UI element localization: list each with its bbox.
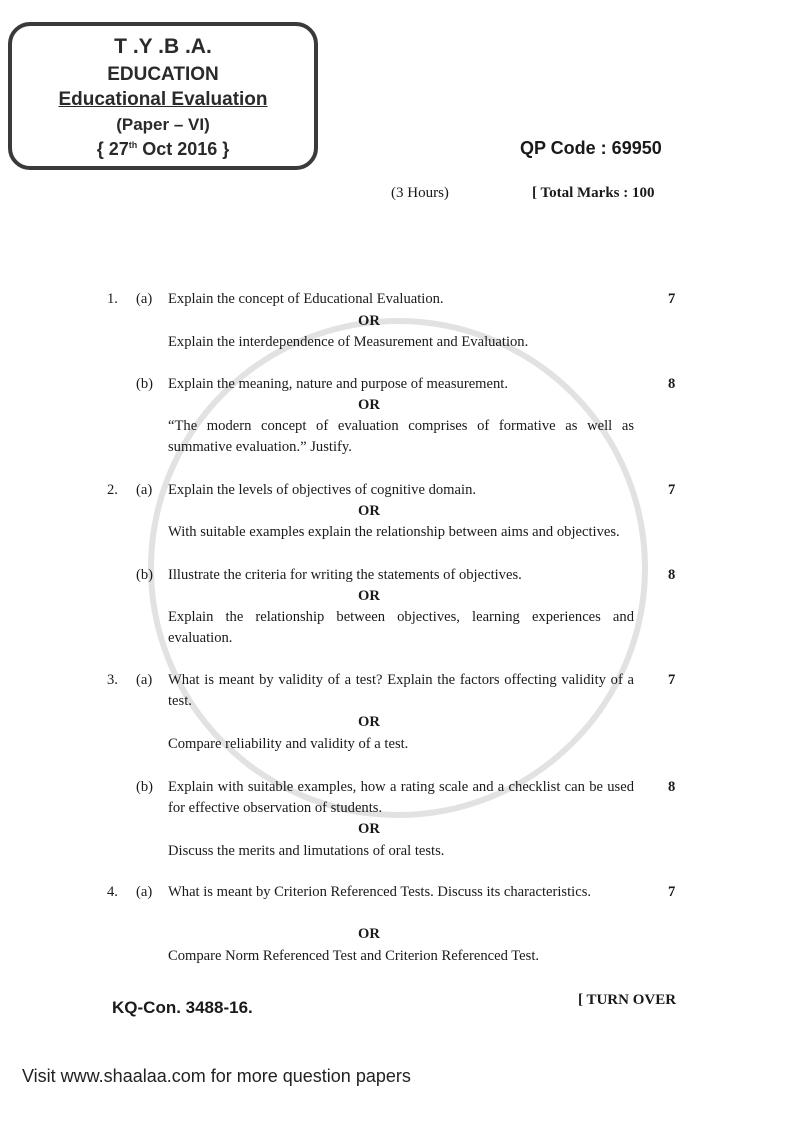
question-text: Explain the concept of Educational Evaluation. <box>168 291 444 307</box>
marks: 7 <box>668 672 676 688</box>
paper-number: (Paper – VI) <box>116 115 210 134</box>
question-text: What is meant by Criterion Referenced Tests. Discuss its characteristics. <box>168 884 592 900</box>
part-label: (b) <box>136 376 154 392</box>
footer-banner-text[interactable]: Visit www.shaalaa.com for more question papers <box>22 1066 411 1086</box>
course-name: T .Y .B .A. <box>114 35 212 58</box>
marks: 7 <box>668 482 676 498</box>
marks: 8 <box>668 567 676 583</box>
alternative-text: Discuss the merits and limutations of oral tests. <box>168 843 445 859</box>
alternative-text: “The modern concept of evaluation comprises of formative as well as summative evaluation.” Justify. <box>168 418 634 455</box>
exam-date <box>12 138 314 160</box>
subject-name: EDUCATION <box>107 64 219 85</box>
paper-title-text: Educational Evaluation <box>58 89 268 110</box>
part-label: (a) <box>136 672 153 688</box>
duration: (3 Hours) <box>391 185 449 201</box>
marks: 7 <box>668 291 676 307</box>
part-label: (b) <box>136 779 154 795</box>
part-label: (a) <box>136 482 153 498</box>
paper-code: KQ-Con. 3488-16. <box>112 998 253 1017</box>
alternative-text: Compare Norm Referenced Test and Criterion Referenced Test. <box>168 948 540 964</box>
footer-banner[interactable] <box>0 1060 800 1100</box>
date-superscript: th <box>128 140 138 150</box>
or-label: OR <box>358 588 380 604</box>
or-label: OR <box>358 397 380 413</box>
part-label: (a) <box>136 884 153 900</box>
or-label: OR <box>358 821 380 837</box>
alternative-text: Compare reliability and validity of a test. <box>168 736 409 752</box>
header-box <box>8 22 318 170</box>
question-text: Explain the meaning, nature and purpose of measurement. <box>168 376 509 392</box>
or-label: OR <box>358 313 380 329</box>
qp-code: QP Code : 69950 <box>520 138 662 158</box>
marks: 7 <box>668 884 676 900</box>
date-rest: Oct 2016 } <box>137 139 230 159</box>
question-text: What is meant by validity of a test? Explain the factors offecting validity of a test. <box>168 672 634 709</box>
question-number: 4. <box>107 884 118 900</box>
question-number: 1. <box>107 291 118 307</box>
or-label: OR <box>358 926 380 942</box>
alternative-text: Explain the interdependence of Measurement and Evaluation. <box>168 334 529 350</box>
turn-over: [ TURN OVER <box>578 992 677 1008</box>
question-number: 3. <box>107 672 118 688</box>
alternative-text: With suitable examples explain the relationship between aims and objectives. <box>168 524 620 540</box>
or-label: OR <box>358 714 380 730</box>
alternative-text: Explain the relationship between objectives, learning experiences and evaluation. <box>168 609 634 646</box>
question-text: Illustrate the criteria for writing the statements of objectives. <box>168 567 522 583</box>
paper-title <box>12 89 314 111</box>
or-label: OR <box>358 503 380 519</box>
marks: 8 <box>668 376 676 392</box>
total-marks: [ Total Marks : 100 <box>532 185 655 201</box>
marks: 8 <box>668 779 676 795</box>
question-text: Explain the levels of objectives of cognitive domain. <box>168 482 477 498</box>
question-text: Explain with suitable examples, how a rating scale and a checklist can be used for effective observation of students. <box>168 779 634 816</box>
part-label: (b) <box>136 567 154 583</box>
question-number: 2. <box>107 482 118 498</box>
date-part: { 27 <box>96 139 129 159</box>
part-label: (a) <box>136 291 153 307</box>
